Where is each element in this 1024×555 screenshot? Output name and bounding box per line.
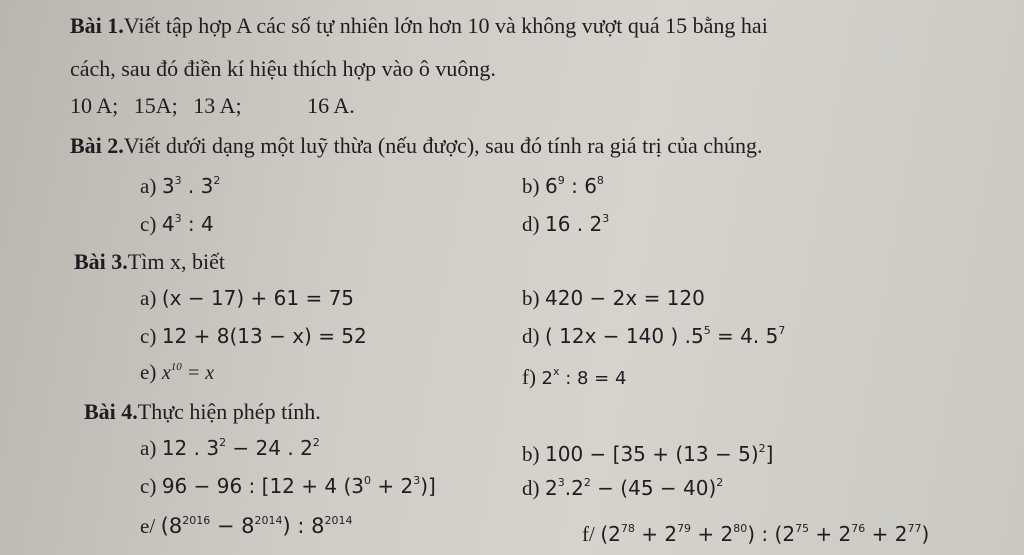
bai4-a	[140, 434, 320, 462]
bai2-header	[70, 132, 763, 160]
bai2-c	[140, 210, 214, 238]
bai1-line2	[70, 55, 496, 83]
bai4-b	[522, 440, 773, 468]
bai1-item-4: 16 A.	[307, 93, 355, 118]
bai3-c	[140, 322, 367, 350]
bai3-f	[522, 363, 626, 393]
bai3-b-expr: 420 − 2x = 120	[545, 286, 705, 310]
bai2-d	[522, 210, 609, 238]
bai4-d-expr: $2^3.2^2 - (45 - 40)^2$	[545, 476, 724, 500]
bai2-c-expr: $4^3$ : 4	[161, 212, 214, 236]
bai2-heading: Bài 2.	[70, 133, 124, 158]
bai3-text: Tìm x, biết	[127, 249, 225, 274]
bai2-a-label: a)	[140, 174, 157, 198]
bai4-b-expr: $100 - [35 + (13 - 5)^2]$	[545, 442, 774, 466]
bai3-f-label: f)	[522, 365, 536, 389]
bai2-d-expr: 16 . $2^3$	[545, 212, 610, 236]
bai4-c-expr: 96 − 96 : [12 + 4 $(3^0 + 2^3)$]	[161, 474, 436, 498]
bai4-d-label: d)	[522, 476, 540, 500]
bai3-b	[522, 284, 705, 312]
bai4-a-expr: 12 . $3^2 - 24$ . $2^2$	[161, 436, 320, 460]
bai1-item-1: 10 A;	[70, 93, 119, 118]
bai4-d	[522, 474, 723, 502]
bai2-a-expr: $3^3$ . $3^2$	[161, 174, 221, 198]
bai3-e-label: e)	[140, 360, 157, 384]
bai3-c-label: c)	[140, 324, 157, 348]
bai1-line1	[70, 12, 768, 40]
bai3-heading: Bài 3.	[74, 249, 128, 274]
bai3-d-label: d)	[522, 324, 540, 348]
bai2-b	[522, 172, 604, 200]
bai3-b-label: b)	[522, 286, 540, 310]
bai1-items	[70, 92, 355, 120]
bai3-a-label: a)	[140, 286, 157, 310]
bai3-e-expr: $x^{10} = x$	[161, 361, 215, 384]
bai3-e	[140, 358, 214, 387]
bai3-a	[140, 284, 354, 312]
bai2-c-label: c)	[140, 212, 157, 236]
bai3-c-expr: 12 + 8(13 − x) = 52	[161, 324, 367, 348]
bai4-text: Thực hiện phép tính.	[137, 399, 321, 424]
bai2-text: Viết dưới dạng một luỹ thừa (nếu được), sau đó tính ra giá trị của chúng.	[123, 133, 763, 158]
bai3-a-expr: (x − 17) + 61 = 75	[161, 286, 355, 310]
bai1-text-line1: Viết tập hợp A các số tự nhiên lớn hơn 10 và không vượt quá 15 bằng hai	[123, 13, 768, 38]
bai2-b-expr: $6^9$ : $6^8$	[545, 174, 604, 198]
bai2-b-label: b)	[522, 174, 540, 198]
bai4-f-label: f/	[582, 522, 595, 546]
bai1-heading: Bài 1.	[70, 13, 124, 38]
bai1-text-line2: cách, sau đó điền kí hiệu thích hợp vào ô vuông.	[70, 56, 496, 81]
bai4-a-label: a)	[140, 436, 157, 460]
bai4-e-expr: $(8^{2016} - 8^{2014})$ : $8^{2014}$	[160, 514, 353, 538]
bai4-c	[140, 472, 436, 500]
bai4-f	[582, 520, 929, 548]
bai2-a	[140, 172, 220, 200]
bai3-f-expr: 2$^x$ : 8 = 4	[541, 365, 627, 389]
bai4-e	[140, 512, 353, 540]
bai4-heading: Bài 4.	[84, 399, 138, 424]
bai1-item-2: 15A;	[133, 93, 178, 118]
bai4-f-expr: $(2^{78} + 2^{79} + 2^{80})$ : $(2^{75} + 2^{76} + 2^{77})$	[600, 522, 930, 546]
bai3-d-expr: ( 12x − 140 ) $.5^5 = 4$. $5^7$	[545, 324, 786, 348]
bai3-d	[522, 322, 785, 350]
bai4-header	[84, 398, 321, 426]
bai2-d-label: d)	[522, 212, 540, 236]
bai4-b-label: b)	[522, 442, 540, 466]
bai1-item-3: 13 A;	[193, 93, 242, 118]
bai4-e-label: e/	[140, 514, 156, 538]
bai4-c-label: c)	[140, 474, 157, 498]
bai3-header	[74, 248, 225, 276]
